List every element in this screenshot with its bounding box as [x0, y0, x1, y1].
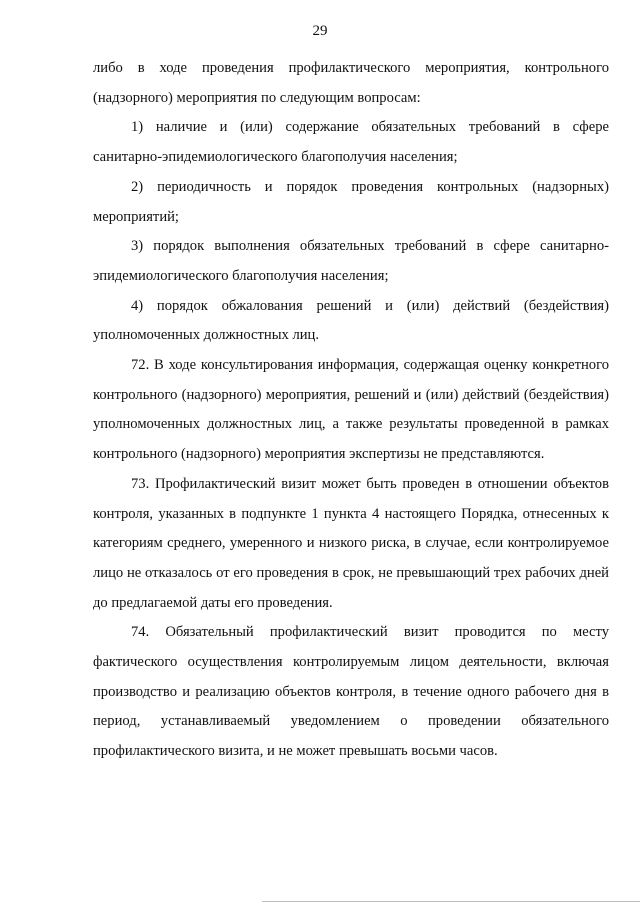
paragraph-continuation: либо в ходе проведения профилактического мероприятия, контрольного (надзорного) мероприятия по следующим вопросам: — [93, 60, 609, 106]
list-item-2: 2) периодичность и порядок проведения контрольных (надзорных) мероприятий; — [93, 178, 609, 225]
list-item-4: 4) порядок обжалования решений и (или) действий (бездействия) уполномоченных должностных лиц. — [93, 297, 609, 344]
page-number: 29 — [312, 23, 328, 39]
scan-edge-divider — [262, 901, 640, 902]
list-item-1: 1) наличие и (или) содержание обязательных требований в сфере санитарно-эпидемиологического благополучия населения; — [93, 119, 609, 166]
list-item-3: 3) порядок выполнения обязательных требований в сфере санитарно-эпидемиологического благополучия населения; — [93, 238, 609, 284]
document-body — [93, 54, 609, 767]
paragraph-72: 72. В ходе консультирования информация, содержащая оценку конкретного контрольного (надзорного) мероприятия, решений и (или) действий (бездействия) уполномоченных должностных лиц, а также результаты проведенной в рамках контрольного (надзорного) мероприятия экспертизы не представляются. — [93, 357, 609, 463]
paragraph-74: 74. Обязательный профилактический визит проводится по месту фактического осуществления контролируемым лицом деятельности, включая производство и реализацию объектов контроля, в течение одного рабочего дня в период, устанавливаемый уведомлением о проведении обязательного профилактического визита, и не может превышать восьми часов. — [93, 624, 609, 760]
paragraph-73: 73. Профилактический визит может быть проведен в отношении объектов контроля, указанных в подпункте 1 пункта 4 настоящего Порядка, отнесенных к категориям среднего, умеренного и низкого риска, в случае, если контролируемое лицо не отказалось от его проведения в срок, не превышающий трех рабочих дней до предлагаемой даты его проведения. — [93, 475, 609, 611]
